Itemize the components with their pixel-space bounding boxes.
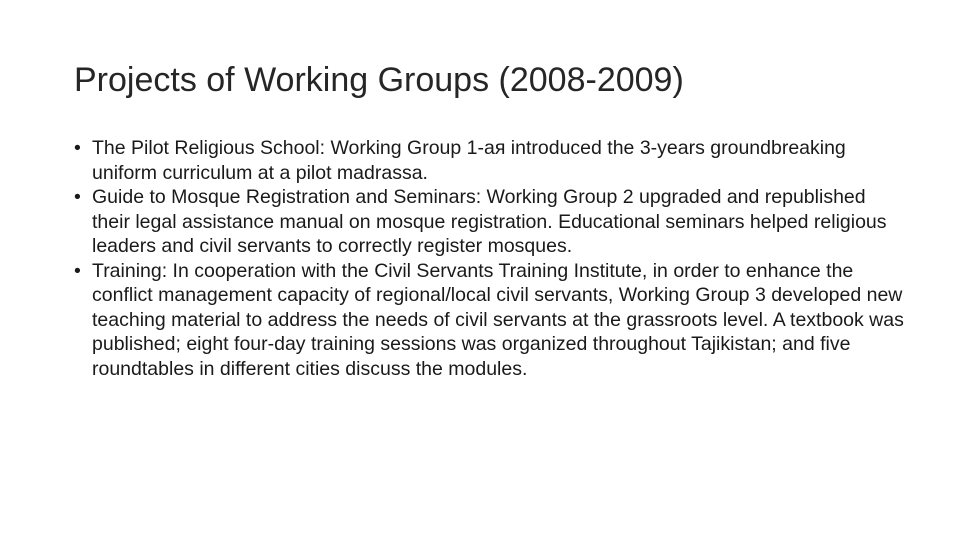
bullet-text: Training: In cooperation with the Civil Servants Training Institute, in order to enhance the conflict management capacity of regional/local civil servants, Working Group 3 developed new teaching material to address the needs of civil servants at the grassroots level. A textbook was published; eight four-day training sessions was organized throughout Tajikistan; and five roundtables in different cities discuss the modules.	[92, 259, 904, 380]
bullet-list	[74, 136, 904, 381]
bullet-icon: •	[74, 186, 81, 208]
bullet-icon: •	[74, 259, 81, 282]
slide-title: Projects of Working Groups (2008-2009)	[74, 61, 684, 99]
bullet-item-mosque-registration	[74, 185, 904, 259]
bullet-text: Guide to Mosque Registration and Seminars: Working Group 2 upgraded and republished their legal assistance manual on mosque registration. Educational seminars helped religious leaders and civil servants to correctly register mosques.	[92, 186, 887, 257]
bullet-text: The Pilot Religious School: Working Group 1-ая introduced the 3-years groundbreaking uniform curriculum at a pilot madrassa.	[92, 137, 846, 184]
bullet-item-training	[74, 259, 904, 382]
bullet-icon: •	[74, 137, 81, 159]
bullet-item-pilot-school	[74, 136, 904, 185]
